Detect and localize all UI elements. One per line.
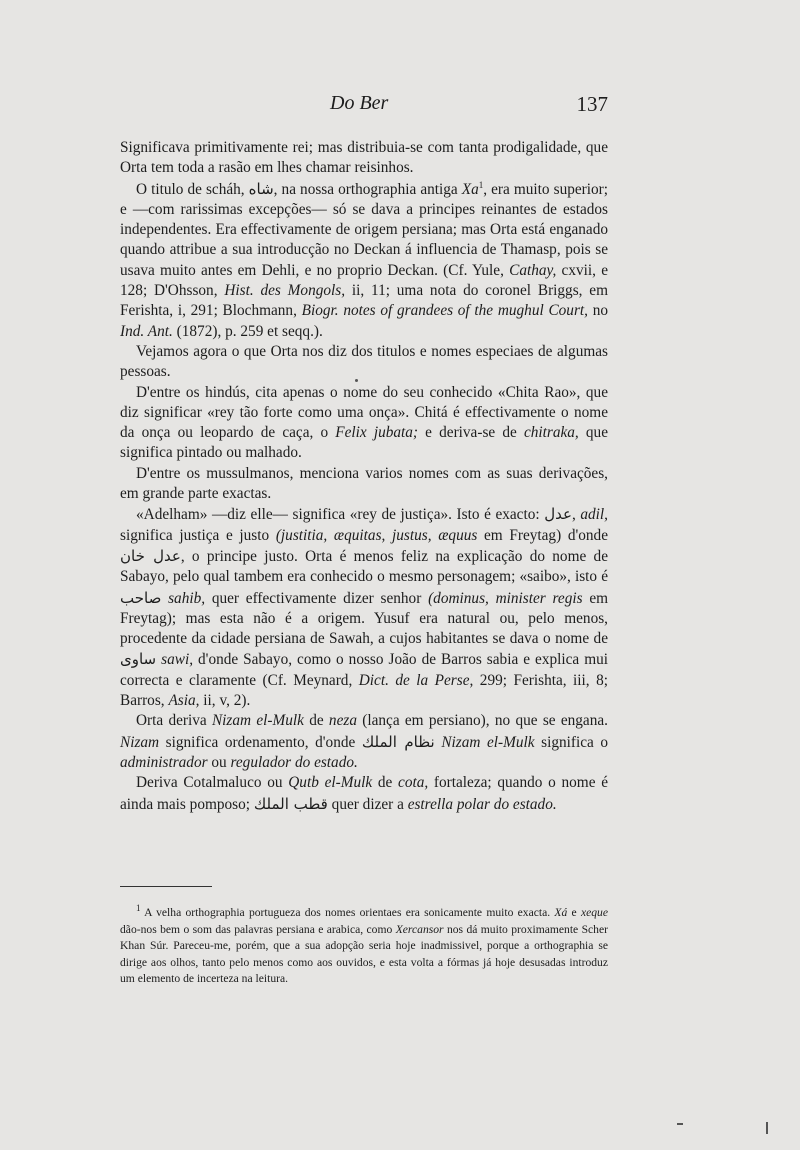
text-run: (1872), p. 259 et seqq.). [172, 322, 323, 340]
italic-run: Cathay, [509, 261, 557, 279]
text-run: de [372, 774, 399, 792]
page-header [120, 92, 608, 122]
text-run: de [303, 712, 329, 730]
text-run: A velha orthographia portugueza dos nomes orientaes era sonicamente muito exacta. [140, 906, 555, 919]
italic-run: Biogr. notes of grandees of the mughul Court, [301, 302, 588, 320]
italic-run: estrella polar do estado. [407, 795, 557, 813]
arabic-script-term: نظام الملك [361, 732, 435, 751]
italic-run: sawi, [161, 651, 194, 669]
paragraph [120, 711, 608, 773]
footnote-text [120, 905, 608, 988]
italic-run: Hist. des Mongols, [224, 282, 346, 300]
paragraph [120, 383, 608, 464]
italic-run: cota, [398, 774, 429, 792]
text-run: no [587, 302, 609, 320]
text-run: , era muito superior; e —com rarissimas excepções— só se dava a principes reinantes de estados independentes. Era effectivamente de origem persiana; mas Orta está enganado quando attribue a sua introducção no Deckan á influencia de Thamasp, pois se usava muito antes em Dehli, e no proprio Deckan. (Cf. Yule, [120, 180, 608, 279]
italic-run: xeque [580, 906, 608, 919]
italic-run: (justitia, æquitas, justus, æquus [275, 526, 478, 544]
footnote-marker: 1 [478, 179, 484, 190]
page-number: 137 [576, 92, 608, 116]
text-run: O titulo de scháh, [136, 180, 249, 198]
text-run: significa justiça e justo [120, 526, 276, 544]
text-run: significa ordenamento, d'onde [159, 733, 362, 751]
text-run: em Freytag); mas esta não é a origem. Yusuf era natural ou, pelo menos, procedente da cidade persiana de Sawah, a cujos habitantes se dava o nome de [120, 589, 609, 648]
paragraph [120, 464, 608, 505]
text-run: D'entre os mussulmanos, menciona varios nomes com as suas derivações, em grande parte exactas. [120, 464, 608, 503]
text-run: (lança em persiano), no que se engana. [356, 712, 608, 730]
page-speck [766, 1122, 768, 1134]
italic-run: Nizam el-Mulk [441, 733, 535, 751]
italic-run: Asia, [168, 692, 200, 710]
text-run: , na nossa orthographia antiga [273, 180, 462, 198]
text-run: Deriva Cotalmaluco ou [136, 774, 289, 792]
italic-run: Ind. Ant. [120, 322, 173, 340]
paragraph [120, 773, 608, 815]
page-speck [355, 379, 358, 382]
italic-run: sahib, [168, 589, 206, 607]
text-run: nos dá muito proximamente Scher Khan Súr. Pareceu-me, porém, que a sua adopção seria hoje inadmissivel, porque a orthographia se dirige aos olhos, tanto pelo menos como aos ouvidos, e esta volta a fórmas já hoje desusadas introduz um elemento de incerteza na leitura. [120, 922, 608, 985]
text-run: «Adelham» —diz elle— significa «rey de justiça». Isto é exacto: [136, 506, 545, 524]
italic-run: Nizam el-Mulk [211, 712, 304, 730]
running-title: Do Ber [330, 92, 389, 114]
footnote-separator [120, 886, 212, 887]
text-run: , [571, 506, 581, 524]
italic-run: administrador [120, 753, 208, 771]
text-run: quer dizer a [327, 795, 408, 813]
text-run: ii, 11; uma nota do coronel Briggs, em Ferishta, i, 291; Blochmann, [120, 282, 608, 320]
text-run: quer effectivamente dizer senhor [205, 589, 429, 607]
italic-run: Felix jubata; [335, 424, 419, 442]
body-text [120, 138, 608, 815]
text-run: e deriva-se de [418, 424, 524, 442]
text-run: em Freytag) d'onde [477, 526, 608, 544]
text-run: e [567, 906, 581, 919]
italic-run: Nizam [120, 733, 160, 751]
text-run: fortaleza; quando o nome é ainda mais pomposo; [120, 774, 609, 813]
arabic-script-term: قطب الملك [253, 794, 328, 813]
footnote [120, 905, 608, 988]
paragraph [120, 179, 608, 342]
paragraph [120, 138, 608, 179]
footnote-marker: 1 [136, 903, 141, 914]
text-run: D'entre os hindús, cita apenas o nome do seu conhecido «Chita Rao», que diz significar «rey tão forte como uma onça». Chitá é effectivamente o nome da onça ou leopardo de caça, o [120, 383, 608, 442]
text-run: ii, v, 2). [199, 692, 251, 710]
italic-run: (dominus, minister regis [428, 589, 583, 607]
text-run: dão-nos bem o som das palavras persiana e arabica, como [120, 922, 396, 936]
italic-run: Qutb el-Mulk [288, 774, 373, 792]
italic-run: adil, [580, 506, 608, 524]
arabic-script-term: صاحب [120, 588, 162, 607]
italic-run: Dict. de la Perse, [358, 671, 474, 689]
italic-run: chitraka, [523, 424, 579, 442]
italic-run: Xercansor [395, 922, 444, 936]
text-run: d'onde Sabayo, como o nosso João de Barros sabia e explica mui correcta e claramente (Cf. Meynard, [120, 651, 609, 689]
italic-run: Xa [461, 180, 479, 198]
text-run: Orta deriva [136, 712, 212, 730]
italic-run: regulador do estado. [230, 753, 358, 771]
text-run: cxvii, e 128; D'Ohsson, [120, 261, 608, 300]
paragraph [120, 342, 608, 383]
italic-run: neza [328, 712, 357, 730]
arabic-script-term: شاه [248, 179, 274, 198]
text-run: ou [207, 753, 231, 771]
text-run: Significava primitivamente rei; mas distribuia-se com tanta prodigalidade, que Orta tem toda a rasão em lhes chamar reisinhos. [120, 139, 608, 177]
text-run: 299; Ferishta, iii, 8; Barros, [120, 671, 608, 710]
paragraph [120, 504, 608, 711]
text-run: significa o [534, 733, 608, 751]
text-run: que significa pintado ou malhado. [120, 424, 608, 462]
arabic-script-term: عدل خان [120, 546, 181, 565]
italic-run: Xá [554, 906, 568, 919]
text-run: Vejamos agora o que Orta nos diz dos titulos e nomes especiaes de algumas pessoas. [120, 342, 608, 381]
text-run: , o principe justo. Orta é menos feliz na explicação do nome de Sabayo, pelo qual tambem era conhecido o mesmo personagem; «saibo», isto é [120, 547, 608, 586]
page-speck [677, 1123, 683, 1125]
arabic-script-term: عدل [544, 505, 572, 524]
arabic-script-term: ساوی [120, 650, 157, 669]
